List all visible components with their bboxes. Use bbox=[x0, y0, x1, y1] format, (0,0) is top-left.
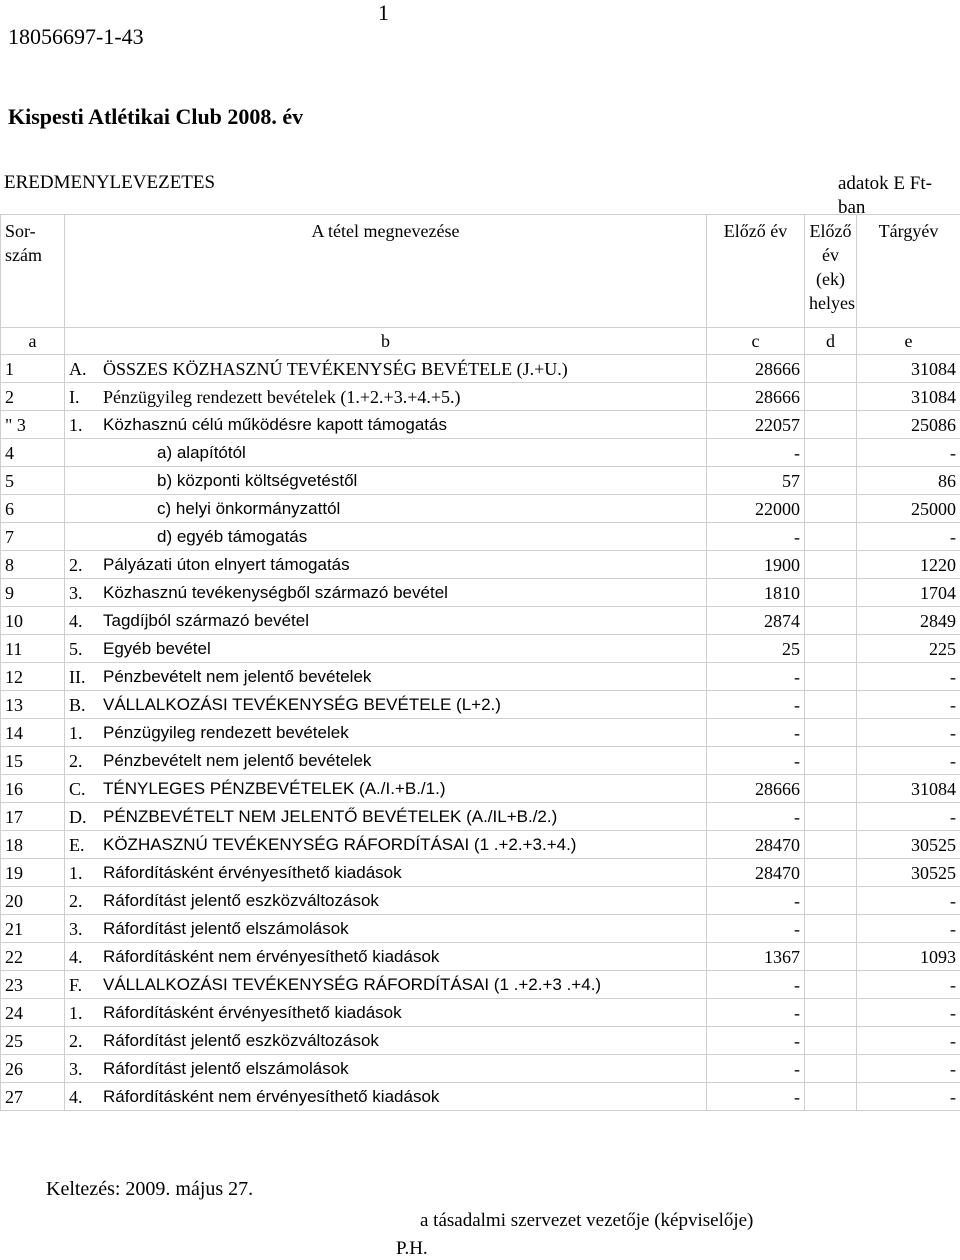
table-row bbox=[1, 887, 960, 915]
row-number: 25 bbox=[1, 1027, 65, 1055]
previous-year-adjusted-value bbox=[805, 859, 857, 887]
table-row bbox=[1, 747, 960, 775]
column-letter-row bbox=[1, 328, 960, 355]
table-row bbox=[1, 551, 960, 579]
indent bbox=[69, 526, 157, 548]
table-row bbox=[1, 831, 960, 859]
row-number: 17 bbox=[1, 803, 65, 831]
previous-year-value: - bbox=[707, 1055, 805, 1083]
row-label: Ráfordításként érvényesíthető kiadások bbox=[103, 862, 402, 884]
table-row bbox=[1, 635, 960, 663]
current-year-value: - bbox=[857, 971, 960, 999]
row-label-cell bbox=[65, 999, 707, 1027]
indent bbox=[69, 498, 157, 520]
previous-year-value: 28470 bbox=[707, 831, 805, 859]
previous-year-adjusted-value bbox=[805, 663, 857, 691]
column-header-previous-year-adjusted: Előző év (ek) helyes bbox=[805, 215, 857, 328]
table-row bbox=[1, 495, 960, 523]
current-year-value: - bbox=[857, 719, 960, 747]
row-label-cell bbox=[65, 803, 707, 831]
row-label-cell bbox=[65, 663, 707, 691]
table-row bbox=[1, 607, 960, 635]
row-number: 14 bbox=[1, 719, 65, 747]
row-mark: 2. bbox=[69, 1030, 103, 1052]
current-year-value: - bbox=[857, 887, 960, 915]
row-label: TÉNYLEGES PÉNZBEVÉTELEK (A./I.+B./1.) bbox=[103, 778, 445, 800]
current-year-value: 31084 bbox=[857, 383, 960, 411]
previous-year-value: - bbox=[707, 887, 805, 915]
row-number: 16 bbox=[1, 775, 65, 803]
row-label-cell bbox=[65, 383, 707, 411]
previous-year-adjusted-value bbox=[805, 495, 857, 523]
row-label: Ráfordítást jelentő elszámolások bbox=[103, 918, 349, 940]
row-mark: E. bbox=[69, 834, 103, 856]
indent bbox=[69, 470, 157, 492]
previous-year-value: 28666 bbox=[707, 355, 805, 383]
previous-year-value: - bbox=[707, 663, 805, 691]
previous-year-adjusted-value bbox=[805, 719, 857, 747]
table-row bbox=[1, 943, 960, 971]
table-row bbox=[1, 971, 960, 999]
current-year-value: - bbox=[857, 915, 960, 943]
table-row bbox=[1, 803, 960, 831]
previous-year-adjusted-value bbox=[805, 411, 857, 439]
column-header-current-year: Tárgyév bbox=[857, 215, 960, 328]
row-mark: 3. bbox=[69, 582, 103, 604]
row-label-cell bbox=[65, 635, 707, 663]
column-header-previous-year: Előző év bbox=[707, 215, 805, 328]
previous-year-adjusted-value bbox=[805, 1055, 857, 1083]
previous-year-value: 28666 bbox=[707, 383, 805, 411]
row-label-cell bbox=[65, 971, 707, 999]
row-mark: B. bbox=[69, 694, 103, 716]
row-number: 12 bbox=[1, 663, 65, 691]
table-row bbox=[1, 579, 960, 607]
row-label-cell bbox=[65, 523, 707, 551]
previous-year-adjusted-value bbox=[805, 467, 857, 495]
previous-year-adjusted-value bbox=[805, 383, 857, 411]
row-number: 20 bbox=[1, 887, 65, 915]
column-letter: e bbox=[857, 328, 960, 355]
previous-year-adjusted-value bbox=[805, 1083, 857, 1111]
row-mark: C. bbox=[69, 778, 103, 800]
row-mark: 4. bbox=[69, 610, 103, 632]
column-letter: d bbox=[805, 328, 857, 355]
row-label: Ráfordításként érvényesíthető kiadások bbox=[103, 1002, 402, 1024]
table-row bbox=[1, 355, 960, 383]
row-label: Egyéb bevétel bbox=[103, 638, 211, 660]
current-year-value: - bbox=[857, 999, 960, 1027]
row-label: VÁLLALKOZÁSI TEVÉKENYSÉG BEVÉTELE (L+2.) bbox=[103, 694, 501, 716]
table-row bbox=[1, 467, 960, 495]
previous-year-value: 1367 bbox=[707, 943, 805, 971]
row-number: 13 bbox=[1, 691, 65, 719]
previous-year-adjusted-value bbox=[805, 915, 857, 943]
row-mark: 2. bbox=[69, 554, 103, 576]
unit-note: adatok E Ft-ban bbox=[838, 172, 938, 220]
row-label-cell bbox=[65, 1083, 707, 1111]
row-label: Ráfordításként nem érvényesíthető kiadások bbox=[103, 1086, 439, 1108]
row-number: 4 bbox=[1, 439, 65, 467]
current-year-value: - bbox=[857, 1027, 960, 1055]
row-label: KÖZHASZNÚ TEVÉKENYSÉG RÁFORDÍTÁSAI (1 .+2.+3.+4.) bbox=[103, 834, 576, 856]
previous-year-adjusted-value bbox=[805, 439, 857, 467]
previous-year-value: - bbox=[707, 523, 805, 551]
row-mark: D. bbox=[69, 806, 103, 828]
previous-year-adjusted-value bbox=[805, 775, 857, 803]
current-year-value: 30525 bbox=[857, 831, 960, 859]
row-label: a) alapítótól bbox=[157, 442, 246, 464]
current-year-value: - bbox=[857, 523, 960, 551]
previous-year-value: 28666 bbox=[707, 775, 805, 803]
previous-year-adjusted-value bbox=[805, 887, 857, 915]
row-number: 15 bbox=[1, 747, 65, 775]
previous-year-adjusted-value bbox=[805, 1027, 857, 1055]
row-label: d) egyéb támogatás bbox=[157, 526, 307, 548]
current-year-value: - bbox=[857, 691, 960, 719]
row-label-cell bbox=[65, 887, 707, 915]
current-year-value: - bbox=[857, 747, 960, 775]
table-row bbox=[1, 999, 960, 1027]
previous-year-value: 25 bbox=[707, 635, 805, 663]
row-mark: F. bbox=[69, 974, 103, 996]
page-title: Kispesti Atlétikai Club 2008. év bbox=[8, 104, 303, 130]
previous-year-adjusted-value bbox=[805, 943, 857, 971]
current-year-value: 25086 bbox=[857, 411, 960, 439]
row-label-cell bbox=[65, 915, 707, 943]
row-label: ÖSSZES KÖZHASZNÚ TEVÉKENYSÉG BEVÉTELE (J.+U.) bbox=[103, 358, 568, 380]
stamp-placeholder: P.H. bbox=[396, 1238, 428, 1260]
column-letter: b bbox=[65, 328, 707, 355]
document-id: 18056697-1-43 bbox=[8, 24, 144, 50]
income-statement-table bbox=[0, 214, 960, 1111]
previous-year-value: - bbox=[707, 1027, 805, 1055]
row-label-cell bbox=[65, 467, 707, 495]
row-label: Ráfordítást jelentő elszámolások bbox=[103, 1058, 349, 1080]
table-row bbox=[1, 439, 960, 467]
date-line: Keltezés: 2009. május 27. bbox=[46, 1178, 253, 1201]
previous-year-value: 1810 bbox=[707, 579, 805, 607]
row-mark: A. bbox=[69, 358, 103, 380]
row-number: 2 bbox=[1, 383, 65, 411]
previous-year-adjusted-value bbox=[805, 635, 857, 663]
row-mark: 5. bbox=[69, 638, 103, 660]
row-label-cell bbox=[65, 607, 707, 635]
table-row bbox=[1, 915, 960, 943]
current-year-value: 31084 bbox=[857, 775, 960, 803]
row-label-cell bbox=[65, 411, 707, 439]
row-number: 9 bbox=[1, 579, 65, 607]
current-year-value: 30525 bbox=[857, 859, 960, 887]
row-mark: 1. bbox=[69, 1002, 103, 1024]
row-label: Pénzbevételt nem jelentő bevételek bbox=[103, 750, 371, 772]
row-label-cell bbox=[65, 551, 707, 579]
current-year-value: 31084 bbox=[857, 355, 960, 383]
row-number: 24 bbox=[1, 999, 65, 1027]
table-header-row bbox=[1, 215, 960, 328]
row-label-cell bbox=[65, 775, 707, 803]
previous-year-adjusted-value bbox=[805, 551, 857, 579]
row-number: " 3 bbox=[1, 411, 65, 439]
row-number: 5 bbox=[1, 467, 65, 495]
row-number: 22 bbox=[1, 943, 65, 971]
signature-line: a tásadalmi szervezet vezetője (képviselője) bbox=[420, 1210, 753, 1232]
row-mark: 2. bbox=[69, 750, 103, 772]
previous-year-value: 57 bbox=[707, 467, 805, 495]
current-year-value: 225 bbox=[857, 635, 960, 663]
row-label: b) központi költségvetéstől bbox=[157, 470, 357, 492]
current-year-value: 1220 bbox=[857, 551, 960, 579]
row-number: 23 bbox=[1, 971, 65, 999]
previous-year-value: 28470 bbox=[707, 859, 805, 887]
current-year-value: 25000 bbox=[857, 495, 960, 523]
row-label-cell bbox=[65, 831, 707, 859]
row-number: 21 bbox=[1, 915, 65, 943]
previous-year-value: - bbox=[707, 971, 805, 999]
row-number: 11 bbox=[1, 635, 65, 663]
previous-year-adjusted-value bbox=[805, 747, 857, 775]
current-year-value: 86 bbox=[857, 467, 960, 495]
previous-year-adjusted-value bbox=[805, 803, 857, 831]
row-label: Ráfordítást jelentő eszközváltozások bbox=[103, 1030, 379, 1052]
previous-year-value: - bbox=[707, 1083, 805, 1111]
table-row bbox=[1, 1083, 960, 1111]
previous-year-value: - bbox=[707, 691, 805, 719]
previous-year-adjusted-value bbox=[805, 971, 857, 999]
row-mark: 3. bbox=[69, 918, 103, 940]
row-label: Pályázati úton elnyert támogatás bbox=[103, 554, 350, 576]
row-label-cell bbox=[65, 495, 707, 523]
row-label: c) helyi önkormányzattól bbox=[157, 498, 340, 520]
previous-year-value: - bbox=[707, 439, 805, 467]
current-year-value: - bbox=[857, 1055, 960, 1083]
row-number: 27 bbox=[1, 1083, 65, 1111]
row-label-cell bbox=[65, 579, 707, 607]
table-row bbox=[1, 523, 960, 551]
row-label-cell bbox=[65, 943, 707, 971]
row-number: 8 bbox=[1, 551, 65, 579]
row-mark: 1. bbox=[69, 414, 103, 436]
row-label-cell bbox=[65, 719, 707, 747]
table-row bbox=[1, 859, 960, 887]
row-number: 19 bbox=[1, 859, 65, 887]
row-label-cell bbox=[65, 859, 707, 887]
row-label: Tagdíjból származó bevétel bbox=[103, 610, 309, 632]
row-mark: 4. bbox=[69, 946, 103, 968]
table-row bbox=[1, 775, 960, 803]
previous-year-value: - bbox=[707, 747, 805, 775]
row-label: VÁLLALKOZÁSI TEVÉKENYSÉG RÁFORDÍTÁSAI (1 .+2.+3 .+4.) bbox=[103, 974, 601, 996]
row-number: 6 bbox=[1, 495, 65, 523]
row-label: Ráfordításként nem érvényesíthető kiadások bbox=[103, 946, 439, 968]
row-mark: 1. bbox=[69, 722, 103, 744]
current-year-value: - bbox=[857, 663, 960, 691]
current-year-value: - bbox=[857, 803, 960, 831]
column-letter: c bbox=[707, 328, 805, 355]
column-header-row-number: Sor- szám bbox=[1, 215, 65, 328]
current-year-value: 1093 bbox=[857, 943, 960, 971]
row-mark: 4. bbox=[69, 1086, 103, 1108]
report-name: EREDMENYLEVEZETES bbox=[4, 172, 215, 194]
row-mark: I. bbox=[69, 386, 103, 408]
row-label: Pénzügyileg rendezett bevételek bbox=[103, 722, 349, 744]
row-number: 10 bbox=[1, 607, 65, 635]
row-label-cell bbox=[65, 747, 707, 775]
table-row bbox=[1, 691, 960, 719]
previous-year-adjusted-value bbox=[805, 831, 857, 859]
previous-year-value: 2874 bbox=[707, 607, 805, 635]
row-number: 26 bbox=[1, 1055, 65, 1083]
previous-year-adjusted-value bbox=[805, 999, 857, 1027]
previous-year-adjusted-value bbox=[805, 523, 857, 551]
current-year-value: - bbox=[857, 439, 960, 467]
table-row bbox=[1, 1027, 960, 1055]
row-label: PÉNZBEVÉTELT NEM JELENTŐ BEVÉTELEK (A./IL+B./2.) bbox=[103, 806, 557, 828]
table-row bbox=[1, 383, 960, 411]
row-label: Közhasznú tevékenységből származó bevétel bbox=[103, 582, 448, 604]
table-row bbox=[1, 663, 960, 691]
row-label: Pénzbevételt nem jelentő bevételek bbox=[103, 666, 371, 688]
table-row bbox=[1, 411, 960, 439]
row-label-cell bbox=[65, 355, 707, 383]
previous-year-adjusted-value bbox=[805, 355, 857, 383]
previous-year-value: - bbox=[707, 915, 805, 943]
row-number: 1 bbox=[1, 355, 65, 383]
previous-year-value: - bbox=[707, 719, 805, 747]
current-year-value: - bbox=[857, 1083, 960, 1111]
row-mark: 2. bbox=[69, 890, 103, 912]
row-mark: 3. bbox=[69, 1058, 103, 1080]
previous-year-value: 22000 bbox=[707, 495, 805, 523]
table-row bbox=[1, 719, 960, 747]
previous-year-adjusted-value bbox=[805, 691, 857, 719]
page-number: 1 bbox=[378, 0, 389, 26]
row-mark: II. bbox=[69, 666, 103, 688]
indent bbox=[69, 442, 157, 464]
column-letter: a bbox=[1, 328, 65, 355]
row-mark: 1. bbox=[69, 862, 103, 884]
row-label: Közhasznú célú működésre kapott támogatás bbox=[103, 414, 447, 436]
row-number: 18 bbox=[1, 831, 65, 859]
row-label-cell bbox=[65, 1027, 707, 1055]
previous-year-value: 1900 bbox=[707, 551, 805, 579]
current-year-value: 2849 bbox=[857, 607, 960, 635]
row-label: Pénzügyileg rendezett bevételek (1.+2.+3.+4.+5.) bbox=[103, 386, 461, 408]
previous-year-adjusted-value bbox=[805, 607, 857, 635]
row-number: 7 bbox=[1, 523, 65, 551]
previous-year-value: - bbox=[707, 999, 805, 1027]
row-label-cell bbox=[65, 691, 707, 719]
table-row bbox=[1, 1055, 960, 1083]
current-year-value: 1704 bbox=[857, 579, 960, 607]
row-label: Ráfordítást jelentő eszközváltozások bbox=[103, 890, 379, 912]
row-label-cell bbox=[65, 439, 707, 467]
previous-year-adjusted-value bbox=[805, 579, 857, 607]
previous-year-value: - bbox=[707, 803, 805, 831]
column-header-item-name: A tétel megnevezése bbox=[65, 215, 707, 328]
row-label-cell bbox=[65, 1055, 707, 1083]
previous-year-value: 22057 bbox=[707, 411, 805, 439]
